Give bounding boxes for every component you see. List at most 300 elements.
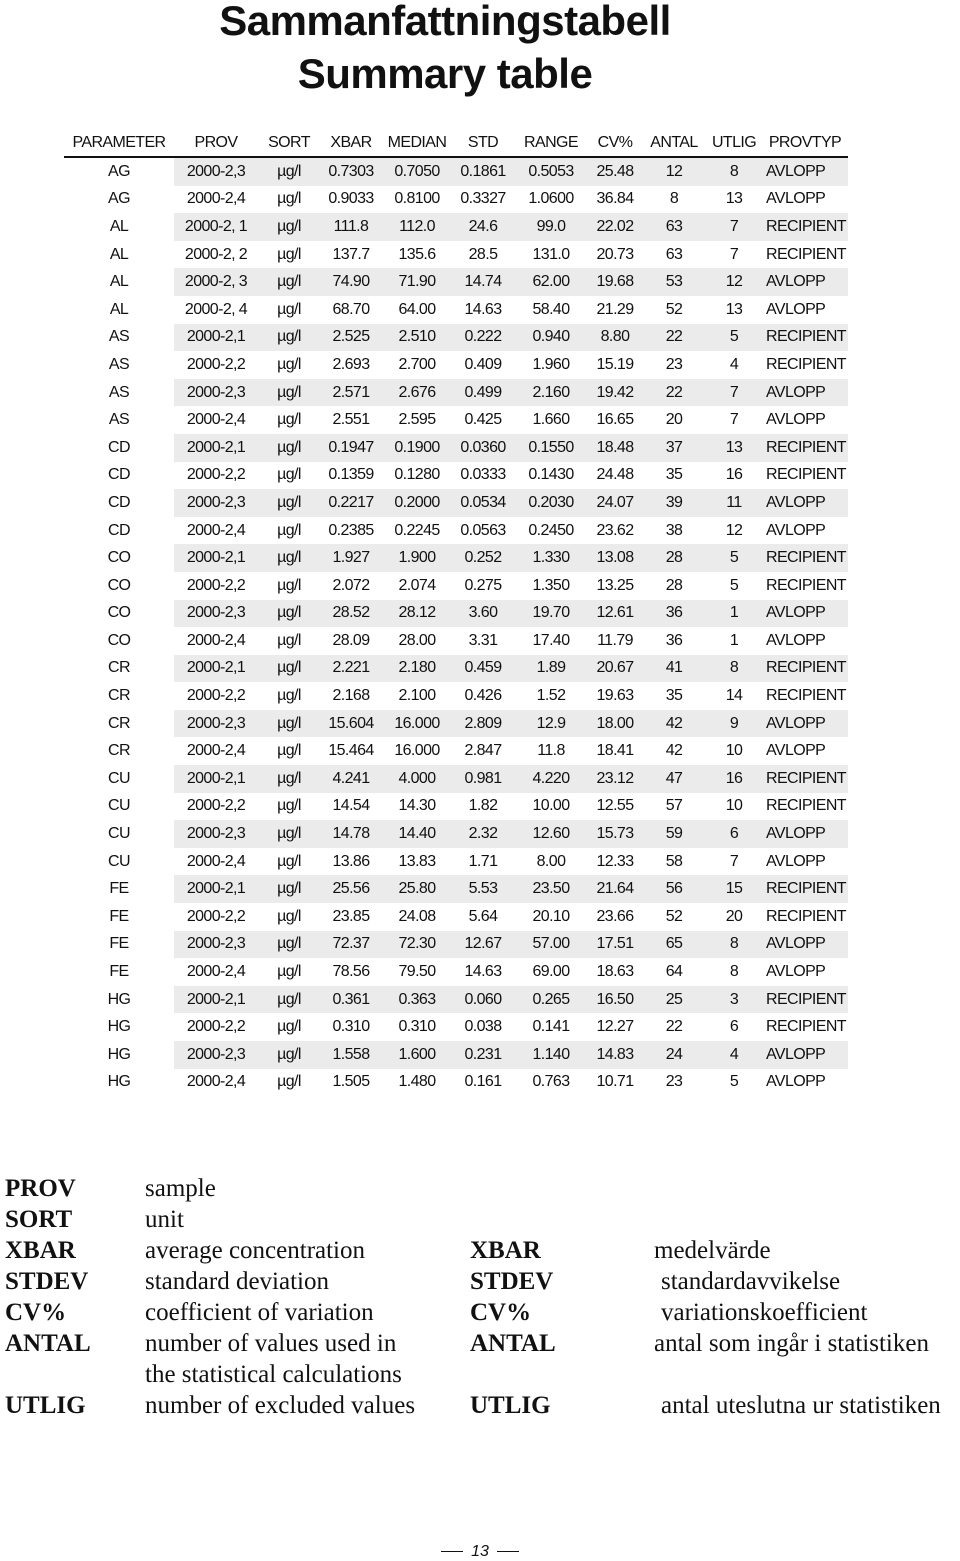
glossary-definition-sv: standardavvikelse	[661, 1268, 841, 1295]
cell-std: 0.222	[452, 324, 514, 352]
cell-provtyp: RECIPIENT	[762, 434, 848, 462]
cell-cv: 24.48	[596, 466, 634, 484]
table-row	[64, 213, 848, 241]
cell-provtyp: RECIPIENT	[762, 544, 848, 572]
glossary-definition: unit	[145, 1206, 184, 1233]
cell-std: 2.32	[452, 820, 514, 848]
cell-antal: 35	[665, 466, 683, 484]
header-median: MEDIAN	[382, 130, 452, 157]
cell-utlig: 6	[706, 820, 762, 848]
cell-provtyp: RECIPIENT	[762, 765, 848, 793]
cell-range: 1.350	[532, 576, 570, 594]
cell-std: 0.409	[464, 355, 502, 373]
table-row	[64, 351, 848, 379]
cell-sort: µg/l	[258, 434, 320, 462]
cell-std: 2.847	[464, 742, 502, 760]
cell-sort: µg/l	[258, 875, 320, 903]
cell-parameter: FE	[64, 931, 174, 959]
cell-sort: µg/l	[277, 1018, 301, 1036]
cell-range: 69.00	[532, 963, 570, 981]
cell-provtyp: AVLOPP	[766, 300, 826, 318]
cell-prov: 2000-2,1	[174, 324, 258, 352]
table-row	[64, 296, 848, 324]
cell-antal: 56	[642, 875, 706, 903]
cell-median: 0.8100	[394, 190, 440, 208]
cell-range: 0.1550	[514, 434, 588, 462]
cell-xbar: 2.072	[332, 576, 370, 594]
glossary-term-sv: STDEV	[470, 1268, 554, 1295]
glossary-term-sv: ANTAL	[470, 1330, 556, 1357]
cell-utlig: 16	[706, 765, 762, 793]
cell-provtyp: AVLOPP	[762, 268, 848, 296]
table-row	[64, 765, 848, 793]
cell-xbar: 111.8	[320, 213, 382, 241]
cell-prov: 2000-2,4	[186, 742, 246, 760]
cell-sort: µg/l	[277, 355, 301, 373]
cell-utlig: 15	[706, 875, 762, 903]
cell-prov: 2000-2,1	[174, 544, 258, 572]
cell-sort: µg/l	[258, 544, 320, 572]
cell-range: 2.160	[514, 379, 588, 407]
cell-range: 1.330	[514, 544, 588, 572]
cell-antal: 52	[665, 300, 683, 318]
table-row	[64, 682, 848, 710]
cell-std: 28.5	[468, 245, 498, 263]
header-antal: ANTAL	[642, 130, 706, 157]
cell-parameter: AG	[64, 186, 174, 214]
cell-provtyp: AVLOPP	[766, 631, 826, 649]
cell-parameter: AL	[64, 241, 174, 269]
cell-std: 1.71	[468, 852, 498, 870]
cell-sort: µg/l	[277, 687, 301, 705]
cell-antal: 58	[665, 852, 683, 870]
cell-provtyp: AVLOPP	[762, 157, 848, 186]
glossary-definition-sv: medelvärde	[654, 1237, 771, 1264]
cell-std: 0.0333	[460, 466, 506, 484]
cell-std: 1.82	[468, 797, 498, 815]
cell-provtyp: AVLOPP	[766, 411, 826, 429]
cell-antal: 23	[665, 1073, 683, 1091]
cell-parameter: CO	[64, 544, 174, 572]
cell-std: 0.275	[464, 576, 502, 594]
cell-cv: 21.64	[588, 875, 642, 903]
glossary-definition: coefficient of variation	[145, 1299, 374, 1326]
cell-antal: 36	[665, 631, 683, 649]
cell-provtyp: AVLOPP	[766, 963, 826, 981]
glossary-term: ANTAL	[5, 1330, 91, 1357]
cell-cv: 25.48	[588, 157, 642, 186]
cell-xbar: 14.54	[332, 797, 370, 815]
cell-xbar: 15.604	[320, 710, 382, 738]
cell-median: 14.40	[382, 820, 452, 848]
cell-xbar: 0.2217	[320, 489, 382, 517]
cell-sort: µg/l	[258, 157, 320, 186]
table-row	[64, 489, 848, 517]
cell-range: 12.9	[514, 710, 588, 738]
cell-cv: 15.19	[596, 355, 634, 373]
cell-utlig: 7	[729, 852, 739, 870]
cell-range: 1.660	[532, 411, 570, 429]
cell-parameter: AS	[64, 351, 174, 379]
cell-std: 0.981	[452, 765, 514, 793]
cell-xbar: 2.571	[320, 379, 382, 407]
cell-cv: 19.68	[588, 268, 642, 296]
cell-parameter: AL	[64, 268, 174, 296]
cell-antal: 23	[665, 355, 683, 373]
cell-median: 64.00	[398, 300, 436, 318]
cell-range: 0.1430	[528, 466, 574, 484]
glossary-term: UTLIG	[5, 1392, 86, 1419]
cell-xbar: 4.241	[320, 765, 382, 793]
glossary-definition-sv: antal som ingår i statistiken	[654, 1330, 929, 1357]
cell-std: 5.64	[468, 907, 498, 925]
glossary-definition: standard deviation	[145, 1268, 329, 1295]
cell-std: 0.459	[452, 655, 514, 683]
cell-median: 0.1900	[382, 434, 452, 462]
cell-utlig: 5	[729, 576, 739, 594]
cell-utlig: 5	[706, 324, 762, 352]
cell-utlig: 13	[706, 434, 762, 462]
cell-xbar: 0.310	[332, 1018, 370, 1036]
cell-range: 0.940	[514, 324, 588, 352]
cell-cv: 18.48	[588, 434, 642, 462]
cell-xbar: 72.37	[320, 931, 382, 959]
cell-median: 112.0	[382, 213, 452, 241]
cell-range: 99.0	[514, 213, 588, 241]
cell-std: 0.499	[452, 379, 514, 407]
cell-antal: 12	[642, 157, 706, 186]
cell-parameter: AG	[64, 157, 174, 186]
cell-prov: 2000-2,4	[186, 1073, 246, 1091]
cell-prov: 2000-2,2	[186, 355, 246, 373]
cell-median: 28.00	[398, 631, 436, 649]
table-row	[64, 793, 848, 821]
cell-antal: 42	[665, 742, 683, 760]
cell-antal: 52	[665, 907, 683, 925]
cell-prov: 2000-2, 2	[184, 245, 248, 263]
cell-std: 5.53	[452, 875, 514, 903]
table-row	[64, 241, 848, 269]
summary-table	[64, 130, 848, 1096]
cell-std: 3.60	[452, 600, 514, 628]
cell-sort: µg/l	[277, 907, 301, 925]
cell-antal: 22	[642, 324, 706, 352]
cell-sort: µg/l	[258, 655, 320, 683]
cell-parameter: CR	[64, 682, 174, 710]
cell-cv: 12.33	[596, 852, 634, 870]
table-row	[64, 600, 848, 628]
cell-prov: 2000-2,4	[186, 411, 246, 429]
cell-range: 58.40	[532, 300, 570, 318]
cell-sort: µg/l	[277, 797, 301, 815]
cell-xbar: 1.558	[320, 1041, 382, 1069]
cell-cv: 17.51	[588, 931, 642, 959]
cell-cv: 11.79	[597, 631, 633, 649]
cell-xbar: 0.1947	[320, 434, 382, 462]
table-row	[64, 875, 848, 903]
header-xbar: XBAR	[320, 130, 382, 157]
cell-prov: 2000-2,4	[186, 963, 246, 981]
cell-utlig: 10	[725, 742, 743, 760]
cell-range: 0.265	[514, 986, 588, 1014]
cell-provtyp: AVLOPP	[766, 521, 826, 539]
cell-antal: 35	[665, 687, 683, 705]
cell-xbar: 0.1359	[328, 466, 374, 484]
cell-antal: 25	[642, 986, 706, 1014]
cell-parameter: FE	[64, 903, 174, 931]
cell-utlig: 8	[706, 655, 762, 683]
cell-prov: 2000-2,2	[186, 466, 246, 484]
cell-utlig: 12	[706, 268, 762, 296]
table-row	[64, 157, 848, 186]
cell-utlig: 6	[729, 1018, 739, 1036]
cell-xbar: 74.90	[320, 268, 382, 296]
cell-antal: 53	[642, 268, 706, 296]
cell-antal: 59	[642, 820, 706, 848]
cell-prov: 2000-2,4	[186, 631, 246, 649]
cell-range: 0.141	[532, 1018, 570, 1036]
header-parameter: PARAMETER	[64, 130, 174, 157]
cell-std: 2.809	[452, 710, 514, 738]
header-std: STD	[452, 130, 514, 157]
cell-std: 14.74	[452, 268, 514, 296]
cell-range: 0.2450	[528, 521, 574, 539]
cell-range: 0.763	[532, 1073, 570, 1091]
table-row	[64, 627, 848, 655]
cell-cv: 18.63	[596, 963, 634, 981]
header-cv: CV%	[588, 130, 642, 157]
cell-provtyp: AVLOPP	[766, 190, 826, 208]
cell-median: 2.595	[398, 411, 436, 429]
cell-parameter: CO	[64, 600, 174, 628]
cell-sort: µg/l	[277, 190, 301, 208]
cell-std: 0.1861	[452, 157, 514, 186]
cell-cv: 12.27	[596, 1018, 634, 1036]
cell-parameter: CD	[64, 489, 174, 517]
cell-utlig: 13	[725, 300, 743, 318]
table-row	[64, 1041, 848, 1069]
cell-median: 0.2245	[394, 521, 440, 539]
cell-parameter: AS	[64, 324, 174, 352]
cell-xbar: 1.505	[332, 1073, 370, 1091]
glossary-term: PROV	[5, 1175, 76, 1202]
cell-median: 4.000	[382, 765, 452, 793]
cell-range: 17.40	[532, 631, 570, 649]
cell-parameter: AL	[64, 213, 174, 241]
cell-range: 10.00	[532, 797, 570, 815]
cell-std: 0.060	[452, 986, 514, 1014]
glossary-definition: average concentration	[145, 1237, 366, 1264]
cell-parameter: CR	[64, 737, 174, 765]
table-row	[64, 986, 848, 1014]
cell-antal: 63	[642, 213, 706, 241]
cell-prov: 2000-2, 1	[174, 213, 258, 241]
cell-prov: 2000-2,3	[174, 600, 258, 628]
table-row	[64, 268, 848, 296]
cell-antal: 63	[665, 245, 683, 263]
cell-sort: µg/l	[258, 379, 320, 407]
cell-utlig: 4	[729, 355, 739, 373]
page-number-dash-left	[441, 1551, 463, 1552]
cell-cv: 16.65	[596, 411, 634, 429]
cell-median: 0.2000	[382, 489, 452, 517]
cell-std: 3.31	[468, 631, 498, 649]
cell-median: 2.676	[382, 379, 452, 407]
cell-provtyp: RECIPIENT	[762, 324, 848, 352]
cell-std: 0.0360	[452, 434, 514, 462]
table-row	[64, 958, 848, 986]
cell-median: 0.363	[382, 986, 452, 1014]
cell-median: 1.600	[382, 1041, 452, 1069]
glossary-definition: sample	[145, 1175, 216, 1202]
cell-range: 1.0600	[528, 190, 574, 208]
cell-xbar: 15.464	[328, 742, 374, 760]
cell-cv: 20.73	[596, 245, 634, 263]
cell-parameter: CO	[64, 572, 174, 600]
cell-xbar: 23.85	[332, 907, 370, 925]
cell-provtyp: AVLOPP	[762, 710, 848, 738]
cell-provtyp: RECIPIENT	[766, 797, 846, 815]
table-row	[64, 820, 848, 848]
table-row	[64, 379, 848, 407]
cell-parameter: HG	[64, 1041, 174, 1069]
cell-parameter: CR	[64, 710, 174, 738]
cell-sort: µg/l	[258, 213, 320, 241]
cell-cv: 23.66	[596, 907, 634, 925]
cell-prov: 2000-2,1	[174, 655, 258, 683]
cell-std: 24.6	[452, 213, 514, 241]
cell-range: 0.2030	[514, 489, 588, 517]
cell-xbar: 68.70	[332, 300, 370, 318]
cell-cv: 12.55	[596, 797, 634, 815]
cell-provtyp: RECIPIENT	[766, 1018, 846, 1036]
cell-sort: µg/l	[277, 411, 301, 429]
cell-utlig: 7	[706, 379, 762, 407]
cell-xbar: 0.7303	[320, 157, 382, 186]
cell-range: 62.00	[514, 268, 588, 296]
cell-cv: 15.73	[588, 820, 642, 848]
table-row	[64, 737, 848, 765]
cell-parameter: CR	[64, 655, 174, 683]
cell-sort: µg/l	[277, 631, 301, 649]
cell-utlig: 3	[706, 986, 762, 1014]
cell-utlig: 8	[706, 157, 762, 186]
cell-provtyp: AVLOPP	[766, 852, 826, 870]
cell-cv: 13.25	[596, 576, 634, 594]
cell-provtyp: RECIPIENT	[766, 355, 846, 373]
cell-provtyp: RECIPIENT	[762, 213, 848, 241]
header-range: RANGE	[514, 130, 588, 157]
cell-antal: 20	[665, 411, 683, 429]
cell-median: 71.90	[382, 268, 452, 296]
table-row	[64, 324, 848, 352]
cell-median: 2.700	[398, 355, 436, 373]
cell-antal: 8	[669, 190, 679, 208]
cell-prov: 2000-2,2	[186, 907, 246, 925]
cell-parameter: CD	[64, 517, 174, 545]
cell-antal: 47	[642, 765, 706, 793]
cell-median: 28.12	[382, 600, 452, 628]
cell-utlig: 5	[706, 544, 762, 572]
cell-prov: 2000-2,1	[174, 875, 258, 903]
cell-parameter: CU	[64, 848, 174, 876]
cell-parameter: HG	[64, 1013, 174, 1041]
cell-antal: 22	[665, 1018, 683, 1036]
cell-xbar: 78.56	[332, 963, 370, 981]
cell-utlig: 5	[729, 1073, 739, 1091]
cell-cv: 12.61	[588, 600, 642, 628]
cell-std: 0.0563	[460, 521, 506, 539]
glossary-term: SORT	[5, 1206, 73, 1233]
cell-provtyp: RECIPIENT	[766, 466, 846, 484]
cell-prov: 2000-2,2	[186, 1018, 246, 1036]
cell-median: 79.50	[398, 963, 436, 981]
cell-sort: µg/l	[258, 268, 320, 296]
cell-utlig: 16	[725, 466, 743, 484]
glossary-definition: number of excluded values	[145, 1392, 416, 1419]
cell-antal: 28	[642, 544, 706, 572]
cell-median: 2.100	[398, 687, 436, 705]
cell-provtyp: AVLOPP	[762, 931, 848, 959]
cell-sort: µg/l	[277, 521, 301, 539]
cell-parameter: CD	[64, 462, 174, 490]
table-row	[64, 1069, 848, 1097]
cell-provtyp: AVLOPP	[762, 379, 848, 407]
cell-xbar: 0.2385	[328, 521, 374, 539]
cell-parameter: FE	[64, 875, 174, 903]
cell-antal: 22	[642, 379, 706, 407]
cell-prov: 2000-2,4	[186, 521, 246, 539]
cell-antal: 38	[665, 521, 683, 539]
cell-cv: 18.41	[596, 742, 634, 760]
cell-provtyp: AVLOPP	[762, 1041, 848, 1069]
table-body	[64, 157, 848, 1096]
cell-cv: 10.71	[596, 1073, 634, 1091]
cell-provtyp: RECIPIENT	[766, 245, 846, 263]
table-row	[64, 655, 848, 683]
cell-xbar: 0.361	[320, 986, 382, 1014]
cell-std: 0.3327	[460, 190, 506, 208]
cell-cv: 36.84	[596, 190, 634, 208]
page-number-value: 13	[471, 1543, 489, 1560]
cell-utlig: 4	[706, 1041, 762, 1069]
cell-parameter: CO	[64, 627, 174, 655]
glossary-definition: number of values used in	[145, 1330, 397, 1357]
cell-sort: µg/l	[258, 600, 320, 628]
cell-prov: 2000-2,3	[174, 1041, 258, 1069]
cell-range: 23.50	[514, 875, 588, 903]
header-utlig: UTLIG	[706, 130, 762, 157]
cell-cv: 18.00	[588, 710, 642, 738]
cell-prov: 2000-2,4	[186, 190, 246, 208]
cell-sort: µg/l	[277, 852, 301, 870]
cell-prov: 2000-2,3	[174, 379, 258, 407]
cell-cv: 8.80	[588, 324, 642, 352]
cell-std: 0.426	[464, 687, 502, 705]
cell-parameter: FE	[64, 958, 174, 986]
cell-xbar: 13.86	[332, 852, 370, 870]
cell-utlig: 12	[725, 521, 743, 539]
cell-cv: 13.08	[588, 544, 642, 572]
cell-range: 57.00	[514, 931, 588, 959]
cell-prov: 2000-2,3	[174, 710, 258, 738]
cell-median: 72.30	[382, 931, 452, 959]
cell-provtyp: RECIPIENT	[762, 655, 848, 683]
table-row	[64, 931, 848, 959]
cell-xbar: 28.52	[320, 600, 382, 628]
cell-antal: 65	[642, 931, 706, 959]
cell-prov: 2000-2,3	[174, 489, 258, 517]
